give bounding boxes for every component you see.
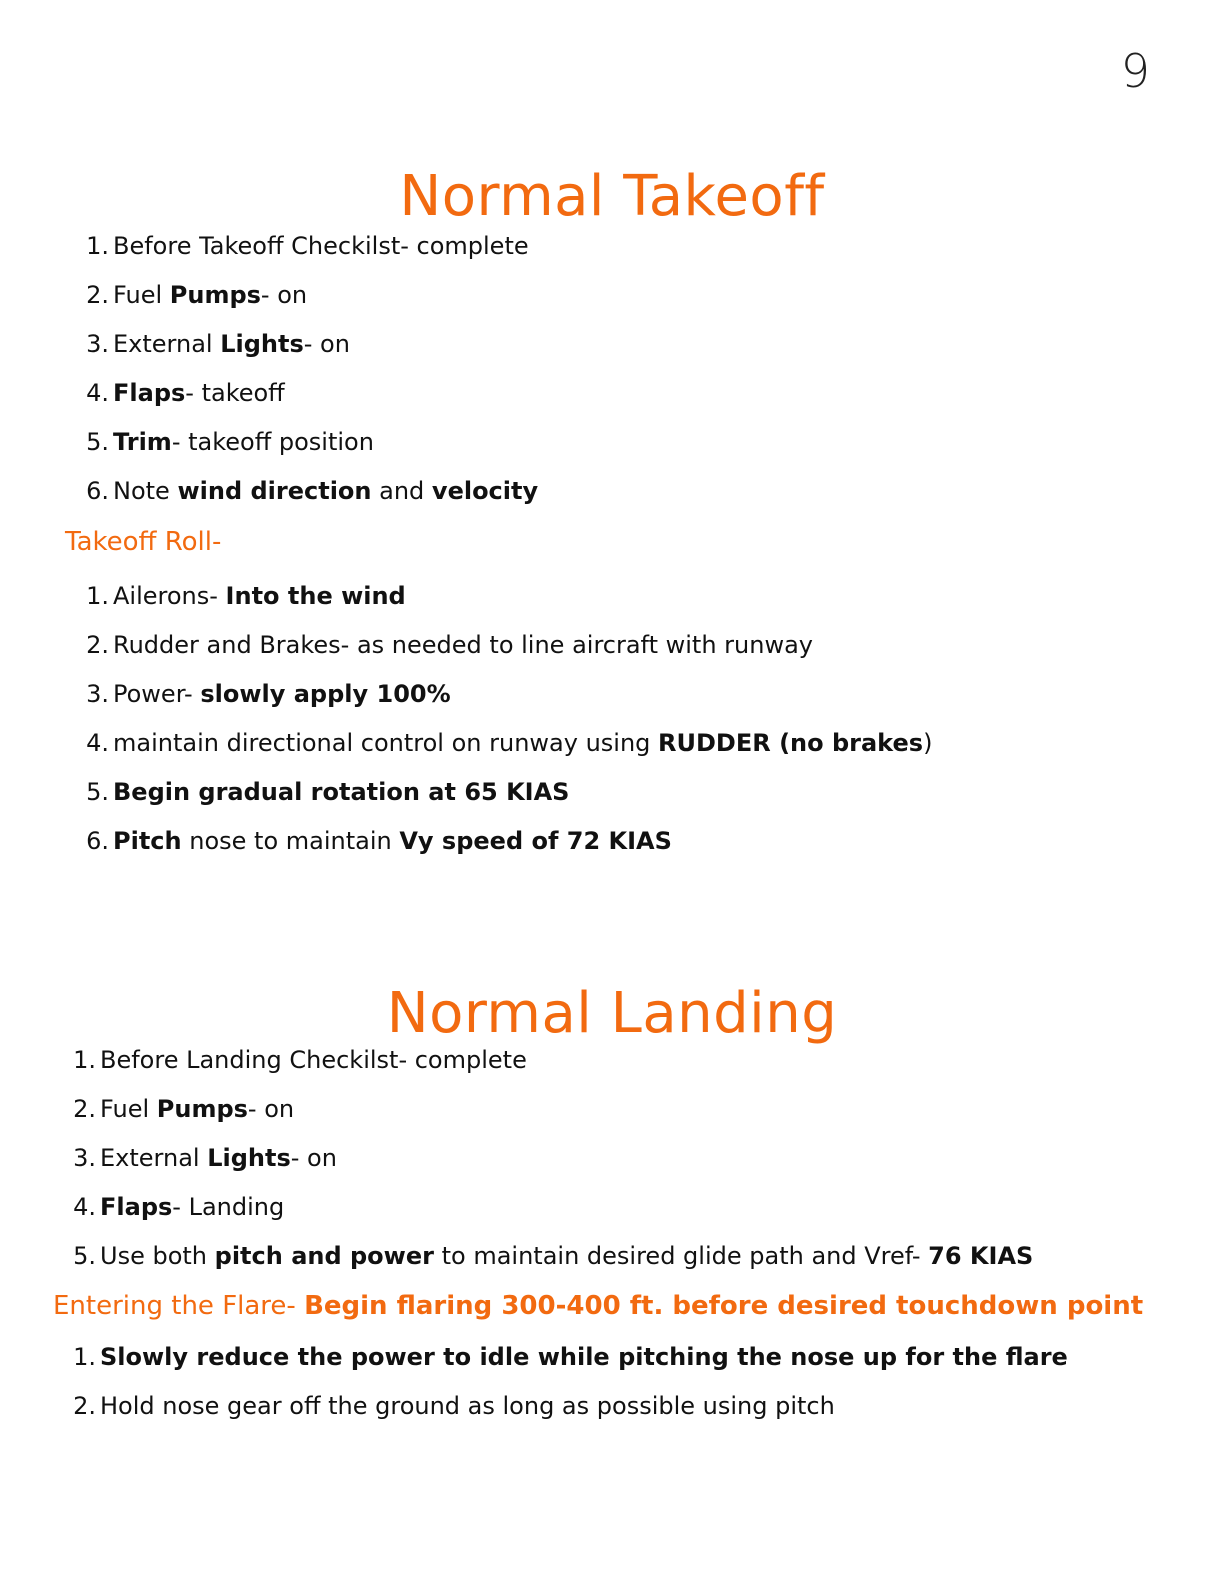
landing-checklist [73,1045,1034,1290]
list-item: 3. Power- slowly apply 100% [86,680,451,708]
section-title-takeoff: Normal Takeoff [399,163,825,229]
list-item: 1. Before Takeoff Checkilst- complete [86,232,529,260]
list-item: 2. Rudder and Brakes- as needed to line aircraft with runway [86,631,813,659]
takeoff-checklist [86,231,539,525]
list-item: 2. Fuel Pumps- on [73,1095,295,1123]
subheading-entering-flare: Entering the Flare- Begin flaring 300-400 ft. before desired touchdown point [53,1291,1144,1321]
list-item: 4. maintain directional control on runway using RUDDER (no brakes) [86,729,933,757]
flare-list [73,1342,1068,1440]
list-item: 6. Note wind direction and velocity [86,477,539,505]
list-item: 5. Trim- takeoff position [86,428,374,456]
list-item: 1. Ailerons- Into the wind [86,582,406,610]
list-item: 5. Use both pitch and power to maintain desired glide path and Vref- 76 KIAS [73,1242,1034,1270]
list-item: 4. Flaps- Landing [73,1193,285,1221]
section-title-landing: Normal Landing [386,980,838,1046]
list-item: 2. Hold nose gear off the ground as long as possible using pitch [73,1392,835,1420]
list-item: 1. Before Landing Checkilst- complete [73,1046,527,1074]
subheading-takeoff-roll: Takeoff Roll- [65,527,222,557]
list-item: 1. Slowly reduce the power to idle while pitching the nose up for the flare [73,1343,1068,1371]
page-number: 9 [1120,44,1150,98]
list-item: 3. External Lights- on [86,330,350,358]
list-item: 4. Flaps- takeoff [86,379,285,407]
list-item: 6. Pitch nose to maintain Vy speed of 72 KIAS [86,827,672,855]
list-item: 2. Fuel Pumps- on [86,281,308,309]
list-item: 5. Begin gradual rotation at 65 KIAS [86,778,570,806]
takeoff-roll-list [86,581,933,875]
list-item: 3. External Lights- on [73,1144,337,1172]
